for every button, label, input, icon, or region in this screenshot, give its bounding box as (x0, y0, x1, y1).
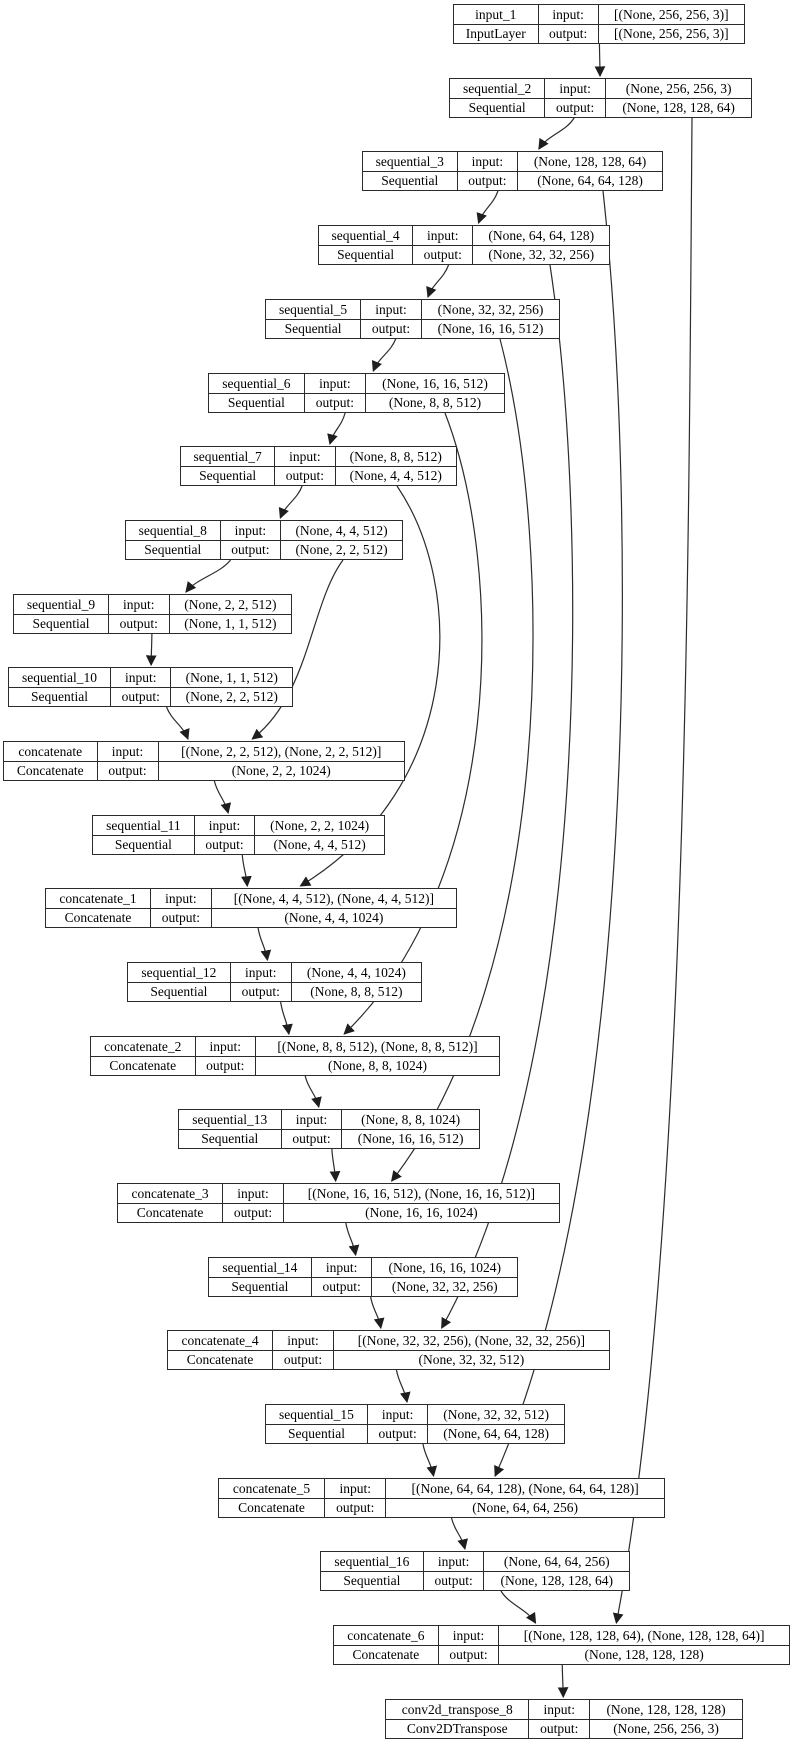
input-label: input: (273, 1331, 334, 1351)
input-shape: (None, 8, 8, 1024) (342, 1110, 480, 1130)
input-shape: [(None, 4, 4, 512), (None, 4, 4, 512)] (211, 889, 456, 909)
layer-name: sequential_12 (128, 963, 231, 983)
layer-record-table (167, 1330, 610, 1370)
edge-concatenate_4-to-sequential_15 (396, 1370, 407, 1402)
edge-sequential_4-to-sequential_5 (428, 265, 449, 297)
layer-record-table (127, 962, 422, 1002)
output-label: output: (223, 1203, 284, 1223)
layer-class: Sequential (450, 98, 545, 118)
output-shape: (None, 4, 4, 1024) (211, 908, 456, 928)
layer-class: Sequential (9, 687, 111, 707)
input-label: input: (108, 595, 169, 615)
layer-node-sequential_14 (208, 1257, 518, 1297)
layer-record-table (180, 446, 457, 486)
output-shape: (None, 128, 128, 128) (499, 1645, 790, 1665)
edge-sequential_10-to-concatenate (167, 707, 188, 739)
layer-class: Sequential (266, 319, 361, 339)
layer-name: conv2d_transpose_8 (386, 1700, 529, 1720)
layer-name: concatenate_1 (46, 889, 151, 909)
input-label: input: (304, 374, 365, 394)
layer-name: sequential_2 (450, 79, 545, 99)
output-shape: (None, 32, 32, 256) (372, 1277, 518, 1297)
input-label: input: (413, 226, 473, 246)
layer-class: Sequential (93, 835, 195, 855)
output-shape: (None, 2, 2, 512) (281, 540, 403, 560)
layer-name: sequential_7 (181, 447, 275, 467)
layer-record-table (8, 667, 293, 707)
edge-sequential_5-to-sequential_6 (373, 339, 395, 371)
layer-class: Concatenate (334, 1645, 439, 1665)
output-label: output: (220, 540, 281, 560)
layer-name: sequential_15 (266, 1405, 368, 1425)
input-label: input: (529, 1700, 590, 1720)
edge-sequential_15-to-concatenate_5 (423, 1444, 434, 1476)
layer-name: sequential_16 (321, 1552, 424, 1572)
layer-record-table (449, 78, 752, 118)
layer-class: Concatenate (91, 1056, 196, 1076)
input-shape: (None, 256, 256, 3) (606, 79, 752, 99)
output-label: output: (108, 614, 169, 634)
input-shape: (None, 4, 4, 512) (281, 521, 403, 541)
layer-class: Sequential (128, 982, 231, 1002)
layer-record-table (318, 225, 610, 265)
layer-node-sequential_9 (13, 594, 292, 634)
input-shape: (None, 64, 64, 256) (484, 1552, 630, 1572)
edge-sequential_4-to-concatenate_4 (442, 265, 573, 1328)
output-shape: (None, 4, 4, 512) (255, 835, 385, 855)
output-label: output: (457, 171, 518, 191)
layer-record-table (453, 4, 745, 44)
input-shape: (None, 16, 16, 512) (366, 374, 505, 394)
output-shape: (None, 4, 4, 512) (335, 466, 456, 486)
output-shape: (None, 128, 128, 64) (606, 98, 752, 118)
input-label: input: (545, 79, 606, 99)
layer-name: concatenate_6 (334, 1626, 439, 1646)
layer-record-table (265, 299, 560, 339)
input-label: input: (281, 1110, 342, 1130)
input-label: input: (97, 742, 158, 762)
edge-concatenate_2-to-sequential_13 (305, 1076, 319, 1107)
output-shape: (None, 16, 16, 1024) (283, 1203, 559, 1223)
layer-node-concatenate_3 (117, 1183, 560, 1223)
output-shape: (None, 256, 256, 3) (590, 1719, 743, 1739)
output-shape: [(None, 256, 256, 3)] (598, 24, 744, 44)
layer-name: concatenate_4 (168, 1331, 273, 1351)
output-label: output: (538, 24, 598, 44)
output-label: output: (111, 687, 171, 707)
input-shape: [(None, 2, 2, 512), (None, 2, 2, 512)] (158, 742, 404, 762)
edge-sequential_16-to-concatenate_6 (501, 1591, 536, 1623)
input-shape: (None, 2, 2, 1024) (255, 816, 385, 836)
layer-name: sequential_9 (14, 595, 109, 615)
edge-sequential_14-to-concatenate_4 (371, 1297, 381, 1328)
input-label: input: (438, 1626, 499, 1646)
layer-node-concatenate_6 (333, 1625, 790, 1665)
input-label: input: (423, 1552, 484, 1572)
layer-record-table (208, 1257, 518, 1297)
layer-name: sequential_4 (319, 226, 413, 246)
output-label: output: (413, 245, 473, 265)
edge-sequential_7-to-sequential_8 (280, 486, 302, 518)
layer-class: Sequential (181, 466, 275, 486)
input-label: input: (457, 152, 518, 172)
layer-class: Concatenate (118, 1203, 223, 1223)
output-label: output: (194, 835, 255, 855)
edge-sequential_8-to-sequential_9 (186, 560, 231, 592)
output-shape: (None, 8, 8, 1024) (255, 1056, 499, 1076)
input-label: input: (195, 1037, 255, 1057)
input-label: input: (111, 668, 171, 688)
input-shape: [(None, 256, 256, 3)] (598, 5, 744, 25)
layer-class: Sequential (319, 245, 413, 265)
layer-class: InputLayer (454, 24, 539, 44)
output-label: output: (97, 761, 158, 781)
input-label: input: (194, 816, 255, 836)
layer-record-table (362, 151, 663, 191)
layer-name: sequential_11 (93, 816, 195, 836)
layer-name: sequential_10 (9, 668, 111, 688)
output-shape: (None, 128, 128, 64) (484, 1571, 630, 1591)
input-shape: (None, 64, 64, 128) (473, 226, 610, 246)
layer-node-sequential_6 (208, 373, 505, 413)
layer-record-table (117, 1183, 560, 1223)
layer-node-sequential_3 (362, 151, 663, 191)
input-shape: [(None, 64, 64, 128), (None, 64, 64, 128)] (386, 1479, 665, 1499)
edge-concatenate_6-to-conv2d_transpose_8 (562, 1665, 563, 1697)
layer-class: Sequential (179, 1129, 282, 1149)
layer-record-table (90, 1036, 500, 1076)
output-label: output: (304, 393, 365, 413)
output-label: output: (423, 1571, 484, 1591)
layer-class: Sequential (209, 1277, 312, 1297)
output-shape: (None, 8, 8, 512) (366, 393, 505, 413)
input-shape: (None, 32, 32, 512) (428, 1405, 565, 1425)
layer-node-sequential_11 (92, 815, 385, 855)
output-shape: (None, 64, 64, 256) (386, 1498, 665, 1518)
output-label: output: (438, 1645, 499, 1665)
layer-node-sequential_15 (265, 1404, 565, 1444)
output-shape: (None, 64, 64, 128) (518, 171, 663, 191)
output-shape: (None, 2, 2, 512) (171, 687, 293, 707)
input-shape: (None, 32, 32, 256) (422, 300, 560, 320)
layer-name: concatenate (4, 742, 98, 762)
layer-node-concatenate_4 (167, 1330, 610, 1370)
input-label: input: (230, 963, 291, 983)
output-shape: (None, 16, 16, 512) (422, 319, 560, 339)
layer-name: sequential_6 (209, 374, 305, 394)
input-label: input: (311, 1258, 372, 1278)
edge-concatenate_1-to-sequential_12 (258, 928, 267, 960)
layer-node-concatenate_1 (45, 888, 457, 928)
layer-name: sequential_14 (209, 1258, 312, 1278)
layer-class: Sequential (363, 171, 458, 191)
output-shape: (None, 1, 1, 512) (169, 614, 291, 634)
edge-sequential_2-to-concatenate_6 (616, 118, 692, 1623)
edge-sequential_6-to-sequential_7 (330, 413, 345, 444)
output-shape: (None, 32, 32, 512) (333, 1350, 609, 1370)
input-shape: [(None, 8, 8, 512), (None, 8, 8, 512)] (255, 1037, 499, 1057)
layer-name: concatenate_2 (91, 1037, 196, 1057)
output-label: output: (195, 1056, 255, 1076)
layer-name: concatenate_5 (219, 1479, 325, 1499)
layer-name: concatenate_3 (118, 1184, 223, 1204)
input-shape: (None, 128, 128, 128) (590, 1700, 743, 1720)
output-label: output: (367, 1424, 427, 1444)
layer-name: sequential_8 (126, 521, 221, 541)
layer-class: Sequential (14, 614, 109, 634)
layer-record-table (13, 594, 292, 634)
layer-record-table (333, 1625, 790, 1665)
layer-name: sequential_13 (179, 1110, 282, 1130)
layer-record-table (265, 1404, 565, 1444)
layer-record-table (45, 888, 457, 928)
output-shape: (None, 64, 64, 128) (428, 1424, 565, 1444)
layer-record-table (218, 1478, 665, 1518)
layer-record-table (178, 1109, 480, 1149)
layer-name: sequential_5 (266, 300, 361, 320)
edge-sequential_9-to-sequential_10 (151, 634, 152, 665)
layer-node-sequential_12 (127, 962, 422, 1002)
input-shape: [(None, 32, 32, 256), (None, 32, 32, 256)] (333, 1331, 609, 1351)
output-label: output: (545, 98, 606, 118)
input-label: input: (325, 1479, 386, 1499)
input-shape: (None, 1, 1, 512) (171, 668, 293, 688)
input-label: input: (538, 5, 598, 25)
input-shape: (None, 4, 4, 1024) (291, 963, 421, 983)
output-label: output: (529, 1719, 590, 1739)
output-label: output: (151, 908, 212, 928)
layer-name: sequential_3 (363, 152, 458, 172)
edge-concatenate-to-sequential_11 (214, 781, 228, 813)
input-label: input: (361, 300, 422, 320)
layer-class: Sequential (321, 1571, 424, 1591)
edge-input_1-to-sequential_2 (599, 44, 600, 76)
layer-class: Concatenate (219, 1498, 325, 1518)
input-shape: (None, 128, 128, 64) (518, 152, 663, 172)
input-shape: [(None, 128, 128, 64), (None, 128, 128, 64)] (499, 1626, 790, 1646)
output-label: output: (311, 1277, 372, 1297)
layer-class: Conv2DTranspose (386, 1719, 529, 1739)
layer-node-concatenate_5 (218, 1478, 665, 1518)
layer-node-sequential_16 (320, 1551, 630, 1591)
input-label: input: (367, 1405, 427, 1425)
layer-class: Concatenate (4, 761, 98, 781)
layer-node-input_1 (453, 4, 745, 44)
input-label: input: (151, 889, 212, 909)
layer-class: Concatenate (168, 1350, 273, 1370)
layer-node-sequential_4 (318, 225, 610, 265)
layer-node-concatenate (3, 741, 405, 781)
layer-record-table (92, 815, 385, 855)
output-label: output: (273, 1350, 334, 1370)
layer-node-conv2d_transpose_8 (385, 1699, 743, 1739)
output-label: output: (230, 982, 291, 1002)
output-shape: (None, 2, 2, 1024) (158, 761, 404, 781)
layer-name: input_1 (454, 5, 539, 25)
layer-class: Concatenate (46, 908, 151, 928)
edge-concatenate_3-to-sequential_14 (346, 1223, 356, 1255)
output-label: output: (325, 1498, 386, 1518)
layer-node-sequential_7 (180, 446, 457, 486)
layer-class: Sequential (126, 540, 221, 560)
edge-sequential_8-to-concatenate (252, 560, 343, 739)
layer-record-table (3, 741, 405, 781)
input-shape: (None, 2, 2, 512) (169, 595, 291, 615)
layer-class: Sequential (209, 393, 305, 413)
edge-sequential_2-to-sequential_3 (539, 118, 574, 149)
layer-record-table (125, 520, 403, 560)
layer-node-sequential_10 (8, 667, 293, 707)
layer-record-table (320, 1551, 630, 1591)
output-shape: (None, 8, 8, 512) (291, 982, 421, 1002)
input-label: input: (275, 447, 335, 467)
input-label: input: (220, 521, 281, 541)
layer-node-concatenate_2 (90, 1036, 500, 1076)
layer-record-table (385, 1699, 743, 1739)
edge-concatenate_5-to-sequential_16 (452, 1518, 465, 1549)
layer-class: Sequential (266, 1424, 368, 1444)
output-label: output: (361, 319, 422, 339)
output-shape: (None, 32, 32, 256) (473, 245, 610, 265)
layer-node-sequential_5 (265, 299, 560, 339)
edge-sequential_11-to-concatenate_1 (242, 855, 247, 886)
layer-record-table (208, 373, 505, 413)
output-shape: (None, 16, 16, 512) (342, 1129, 480, 1149)
edge-sequential_6-to-concatenate_2 (344, 413, 482, 1034)
edge-sequential_12-to-concatenate_2 (281, 1002, 289, 1034)
edge-sequential_3-to-sequential_4 (479, 191, 498, 223)
edge-sequential_13-to-concatenate_3 (332, 1149, 336, 1181)
layer-node-sequential_2 (449, 78, 752, 118)
input-shape: (None, 16, 16, 1024) (372, 1258, 518, 1278)
output-label: output: (281, 1129, 342, 1149)
layer-node-sequential_13 (178, 1109, 480, 1149)
output-label: output: (275, 466, 335, 486)
input-shape: (None, 8, 8, 512) (335, 447, 456, 467)
input-label: input: (223, 1184, 284, 1204)
layer-node-sequential_8 (125, 520, 403, 560)
input-shape: [(None, 16, 16, 512), (None, 16, 16, 512)] (283, 1184, 559, 1204)
